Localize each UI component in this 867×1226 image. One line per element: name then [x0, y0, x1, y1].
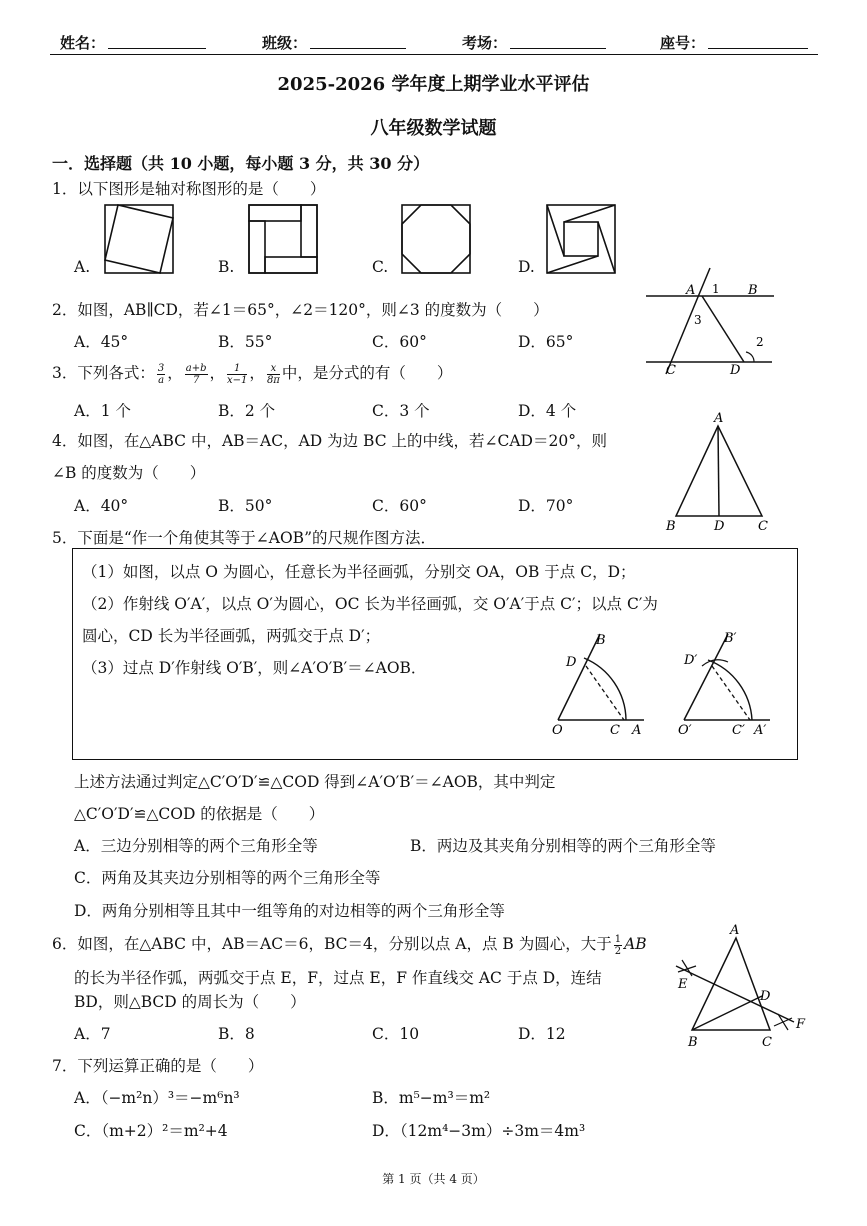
- q4-label-d: D: [714, 519, 725, 534]
- q5-after-line2: △C′O′D′≌△COD 的依据是（ ）: [74, 805, 325, 823]
- q5-fig1-label-d: D: [566, 655, 577, 670]
- q5-fig2-label-b: B′: [724, 631, 737, 646]
- q4-option-c[interactable]: C．60°: [372, 497, 427, 515]
- q5-fig1-label-c: C: [610, 723, 620, 738]
- q5-step2a: （2）作射线 O′A′，以点 O′为圆心，OC 长为半径画弧，交 O′A′于点 C′；以点 C′为: [82, 595, 658, 613]
- q4-option-a[interactable]: A．40°: [74, 497, 129, 515]
- q4-stem-line2: ∠B 的度数为（ ）: [52, 464, 206, 482]
- q3-option-b[interactable]: B．2 个: [218, 402, 276, 420]
- page-footer: 第 1 页（共 4 页）: [382, 1172, 485, 1186]
- q6-label-f: F: [796, 1017, 806, 1032]
- q7-stem: 7．下列运算正确的是（ ）: [52, 1057, 264, 1075]
- q1-figure-b: [248, 204, 318, 274]
- q4-figure: [662, 410, 782, 534]
- q3-stem: 3．下列各式： $\frac{3}{a}$ ， $\frac{a+b}{7}$ ， $\frac{1}{x-1}$ ， $\frac{x}{8\pi}$ 中，是分式的有（ ）: [52, 362, 453, 386]
- q6-stem-line1: [52, 932, 647, 957]
- q3-option-d[interactable]: D．4 个: [518, 402, 577, 420]
- room-field[interactable]: [510, 34, 606, 49]
- q1-option-c[interactable]: C.: [372, 258, 389, 276]
- q2-figure: [640, 266, 776, 376]
- q1-option-d[interactable]: D.: [518, 258, 535, 276]
- q5-fig2-label-o: O′: [678, 723, 692, 738]
- q5-step3: （3）过点 D′作射线 O′B′，则∠A′O′B′＝∠AOB．: [82, 659, 427, 677]
- q7-option-c[interactable]: C．（m+2）²＝m²+4: [74, 1122, 228, 1140]
- q2-label-d: D: [730, 363, 741, 378]
- q1-figure-d: [546, 204, 616, 274]
- q4-stem-line1: 4．如图，在△ABC 中，AB＝AC，AD 为边 BC 上的中线，若∠CAD＝20°，则: [52, 432, 607, 450]
- class-field[interactable]: [310, 34, 406, 49]
- q6-stem-part-a: 6．如图，在△ABC 中，AB＝AC＝6，BC＝4，分别以点 A，点 B 为圆心，大于: [52, 935, 612, 953]
- q7-option-a[interactable]: A．（−m²n）³＝−m⁶n³: [74, 1089, 240, 1107]
- q5-figure-construction: [674, 630, 778, 740]
- q2-label-a: A: [686, 283, 696, 298]
- q6-label-b: B: [688, 1035, 698, 1050]
- q2-option-c[interactable]: C．60°: [372, 333, 427, 351]
- q2-option-b[interactable]: B．55°: [218, 333, 273, 351]
- q3-frac-4: $\frac{x}{8\pi}$: [266, 362, 280, 386]
- q6-stem-line2: 的长为半径作弧，两弧交于点 E，F，过点 E，F 作直线交 AC 于点 D，连结: [74, 969, 602, 987]
- q5-option-d[interactable]: D．两角分别相等且其中一组等角的对边相等的两个三角形全等: [74, 902, 505, 920]
- name-field[interactable]: [108, 34, 206, 49]
- q5-option-b[interactable]: B．两边及其夹角分别相等的两个三角形全等: [410, 837, 716, 855]
- q1-figure-a: [104, 204, 174, 274]
- class-label: 班级：: [262, 34, 308, 52]
- exam-subtitle: 八年级数学试题: [370, 118, 497, 139]
- q3-frac-1: $\frac{3}{a}$: [157, 362, 165, 386]
- q2-label-b: B: [748, 283, 758, 298]
- q6-label-a: A: [730, 923, 740, 938]
- q5-fig1-label-o: O: [552, 723, 563, 738]
- q6-option-b[interactable]: B．8: [218, 1025, 255, 1043]
- q5-step1: （1）如图，以点 O 为圆心，任意长为半径画弧，分别交 OA，OB 于点 C，D；: [82, 563, 636, 581]
- q6-half-fraction: $\frac{1}{2}$: [614, 933, 622, 957]
- q4-label-b: B: [666, 519, 676, 534]
- q4-label-c: C: [758, 519, 768, 534]
- q5-option-c[interactable]: C．两角及其夹边分别相等的两个三角形全等: [74, 869, 381, 887]
- q6-stem-line3: BD，则△BCD 的周长为（ ）: [74, 993, 306, 1011]
- exam-title: 2025-2026 学年度上期学业水平评估: [277, 74, 590, 95]
- q4-option-b[interactable]: B．50°: [218, 497, 273, 515]
- q5-step2b: 圆心，CD 长为半径画弧，两弧交于点 D′；: [82, 627, 381, 645]
- q5-figure-original: [548, 630, 648, 740]
- q3-suffix: 中，是分式的有（ ）: [281, 364, 453, 382]
- q3-frac-3: $\frac{1}{x-1}$: [227, 362, 248, 386]
- q1-stem: 1．以下图形是轴对称图形的是（ ）: [52, 180, 326, 198]
- name-label: 姓名：: [60, 34, 106, 52]
- q5-fig1-label-b: B: [596, 633, 606, 648]
- q2-stem: 2．如图，AB∥CD，若∠1＝65°，∠2＝120°，则∠3 的度数为（ ）: [52, 301, 549, 319]
- q3-option-c[interactable]: C．3 个: [372, 402, 430, 420]
- q3-option-a[interactable]: A．1 个: [74, 402, 131, 420]
- q3-prefix: 3．下列各式：: [52, 364, 155, 382]
- q2-label-2: 2: [756, 335, 764, 349]
- q1-figure-c: [401, 204, 471, 274]
- q2-label-3: 3: [694, 313, 702, 327]
- seat-field[interactable]: [708, 34, 808, 49]
- section-heading: 一．选择题（共 10 小题，每小题 3 分，共 30 分）: [52, 154, 430, 173]
- q6-label-d: D: [760, 989, 771, 1004]
- q6-label-c: C: [762, 1035, 772, 1050]
- q2-label-1: 1: [712, 282, 720, 296]
- q6-label-e: E: [678, 977, 688, 992]
- q6-option-c[interactable]: C．10: [372, 1025, 420, 1043]
- q5-fig2-label-d: D′: [684, 653, 698, 668]
- q6-option-d[interactable]: D．12: [518, 1025, 566, 1043]
- q2-option-d[interactable]: D．65°: [518, 333, 574, 351]
- q2-option-a[interactable]: A．45°: [74, 333, 129, 351]
- q4-label-a: A: [714, 411, 724, 426]
- q6-figure: [670, 920, 810, 1050]
- q5-fig1-label-a: A: [632, 723, 642, 738]
- q5-after-line1: 上述方法通过判定△C′O′D′≌△COD 得到∠A′O′B′＝∠AOB，其中判定: [74, 773, 556, 791]
- q4-option-d[interactable]: D．70°: [518, 497, 574, 515]
- q5-fig2-label-c: C′: [732, 723, 745, 738]
- q6-option-a[interactable]: A．7: [74, 1025, 111, 1043]
- q7-option-d[interactable]: D．（12m⁴−3m）÷3m＝4m³: [372, 1122, 586, 1140]
- seat-label: 座号：: [660, 34, 706, 52]
- q7-option-b[interactable]: B．m⁵−m³＝m²: [372, 1089, 491, 1107]
- q5-fig2-label-a: A′: [754, 723, 767, 738]
- room-label: 考场：: [462, 34, 508, 52]
- q2-label-c: C: [666, 363, 676, 378]
- q3-frac-2: $\frac{a+b}{7}$: [185, 362, 207, 386]
- q5-option-a[interactable]: A．三边分别相等的两个三角形全等: [74, 837, 318, 855]
- q6-stem-part-b: AB: [624, 935, 647, 953]
- q5-stem: 5．下面是“作一个角使其等于∠AOB”的尺规作图方法．: [52, 529, 436, 547]
- q1-option-b[interactable]: B.: [218, 258, 235, 276]
- header-divider: [50, 54, 818, 55]
- q1-option-a[interactable]: A.: [74, 258, 91, 276]
